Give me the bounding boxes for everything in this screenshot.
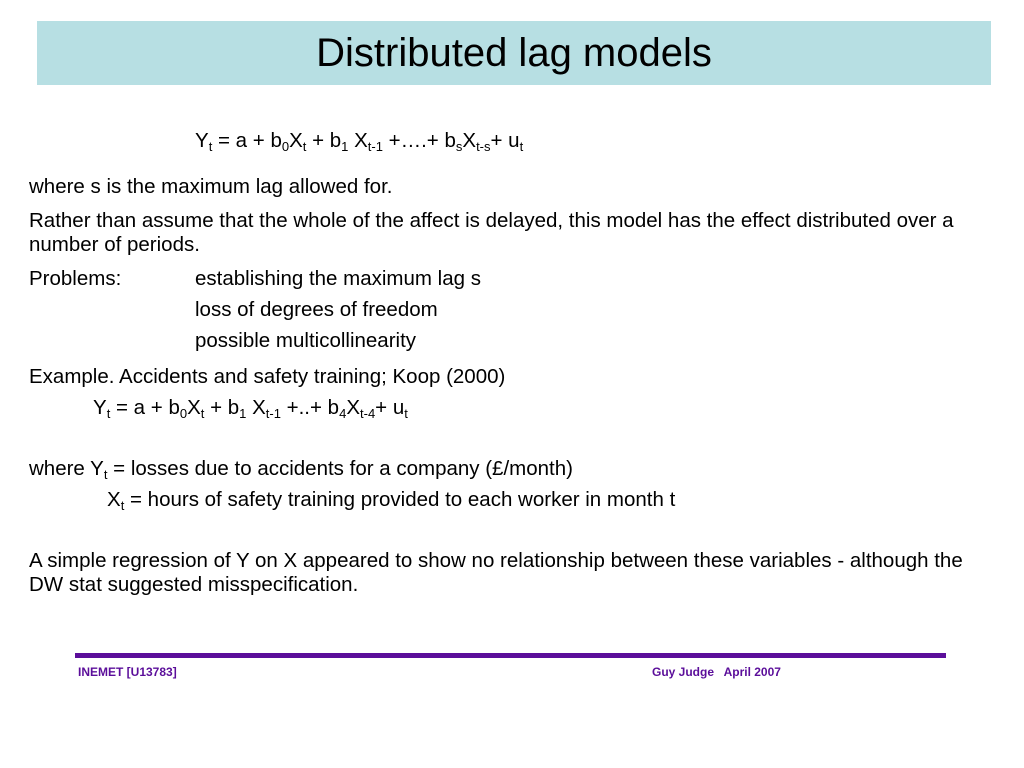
eq-term: X [346, 396, 360, 419]
eq-term: Y [93, 396, 107, 419]
eq-sub: t [302, 139, 307, 154]
eq-term: + b [204, 396, 240, 419]
eq-term: X [462, 129, 477, 152]
eq-sub: t-1 [367, 139, 383, 154]
problem-item: establishing the maximum lag s [195, 267, 481, 290]
slide-title: Distributed lag models [316, 31, 712, 75]
eq-term: X [289, 129, 303, 152]
where-x-definition [107, 488, 675, 512]
eq-term: + u [375, 396, 405, 419]
eq-sub: s [455, 139, 463, 154]
eq-term: Y [195, 129, 209, 152]
eq-sub: t [519, 139, 524, 154]
problems-label: Problems: [29, 267, 122, 290]
footer-divider [75, 653, 946, 658]
definition-sub: t [103, 467, 108, 482]
eq-term: + u [490, 129, 520, 152]
eq-sub: t-1 [265, 406, 281, 421]
title-bar [37, 21, 991, 85]
eq-sub: 0 [281, 139, 290, 154]
example-line: Example. Accidents and safety training; Koop (2000) [29, 365, 506, 388]
eq-sub: t [208, 139, 213, 154]
eq-term: + b [306, 129, 342, 152]
eq-sub: t [404, 406, 408, 421]
equation-general [195, 129, 523, 153]
eq-term: = a + b [212, 129, 282, 152]
eq-sub: t [200, 406, 205, 421]
eq-term: = a + b [110, 396, 180, 419]
definition-text: = losses due to accidents for a company (£/month) [107, 457, 573, 480]
eq-term: X [348, 129, 368, 152]
problem-item: possible multicollinearity [195, 329, 417, 352]
definition-text: = hours of safety training provided to each worker in month t [124, 488, 676, 511]
footer-course-code: INEMET [U13783] [78, 665, 177, 679]
where-y-definition [29, 457, 573, 481]
footer-author-date: Guy Judge April 2007 [652, 665, 781, 679]
definition-sub: t [120, 498, 125, 513]
eq-term: +….+ b [382, 129, 456, 152]
max-lag-line: where s is the maximum lag allowed for. [29, 175, 393, 198]
definition-term: X [107, 488, 121, 511]
eq-sub: 4 [339, 406, 347, 421]
eq-sub: 1 [341, 139, 349, 154]
eq-term: +..+ b [280, 396, 340, 419]
rather-paragraph: Rather than assume that the whole of the affect is delayed, this model has the effect distributed over a number of periods. [29, 209, 954, 256]
eq-term: X [187, 396, 201, 419]
eq-sub: 0 [179, 406, 188, 421]
regression-paragraph: A simple regression of Y on X appeared to show no relationship between these variables - although the DW stat suggested misspecification. [29, 549, 963, 596]
eq-term: X [246, 396, 266, 419]
eq-sub: t-4 [360, 406, 376, 421]
eq-sub: 1 [239, 406, 247, 421]
equation-example [93, 396, 408, 420]
eq-sub: t [106, 406, 111, 421]
eq-sub: t-s [476, 139, 491, 154]
problem-item: loss of degrees of freedom [195, 298, 438, 321]
definition-term: where Y [29, 457, 104, 480]
